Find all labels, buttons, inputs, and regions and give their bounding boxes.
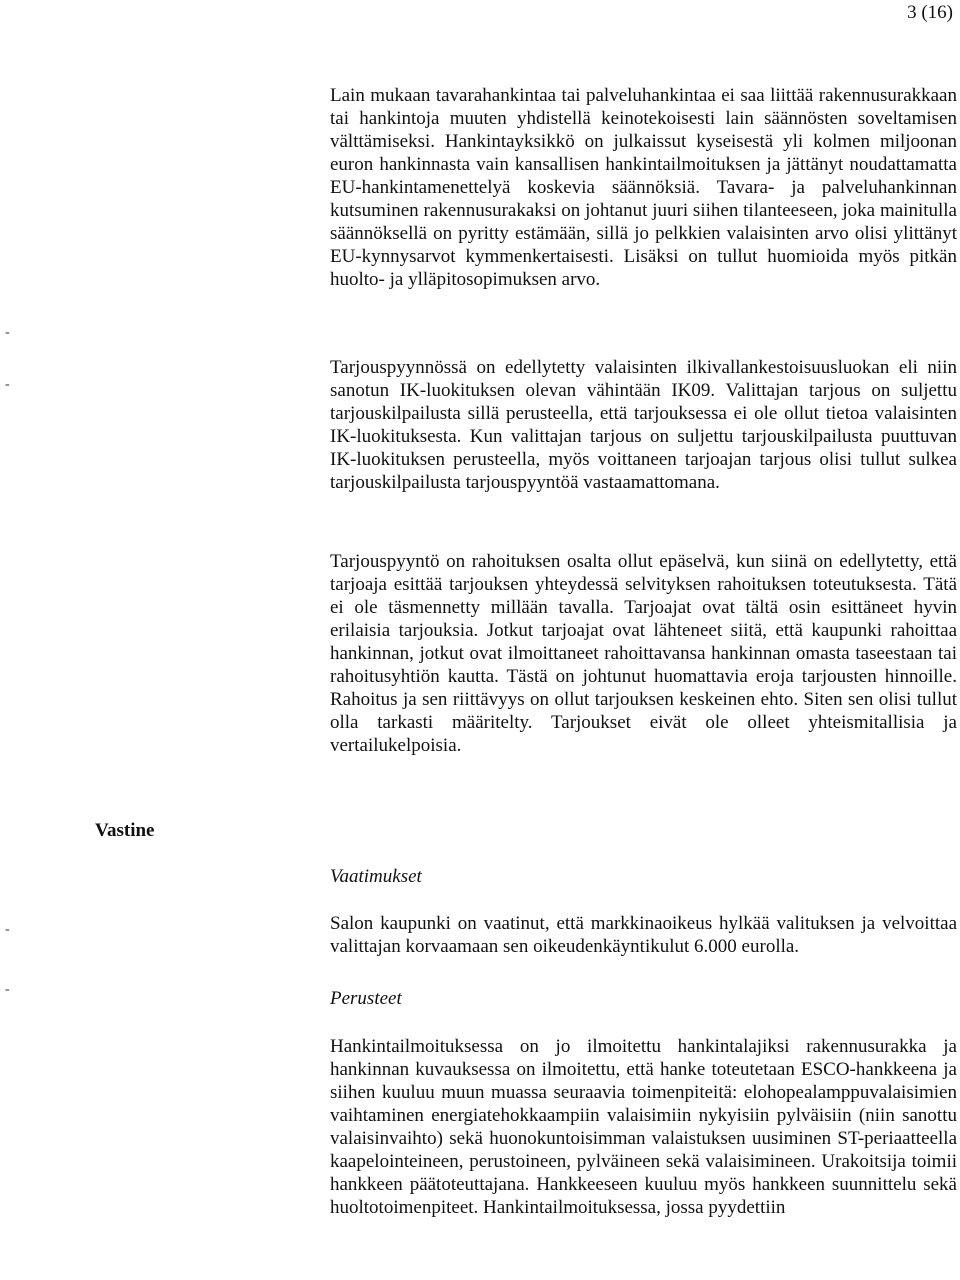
margin-mark: - xyxy=(5,325,10,340)
body-section-3 xyxy=(330,550,957,757)
vaatimukset-section xyxy=(330,912,957,958)
paragraph-procurement-rules: Lain mukaan tavarahankintaa tai palveluhankintaa ei saa liittää rakennusurakkaan tai hankintoja muuten yhdistellä keinotekoisesti lain säännösten soveltamisen välttämiseksi. Hankintayksikkö on julkaissut kyseisestä yli kolmen miljoonan euron hankinnasta vain kansallisen hankintailmoituksen ja jättänyt noudattamatta EU-hankintamenettelyä koskevia säännöksiä. Tavara- ja palveluhankinnan kutsuminen rakennusurakaksi on johtanut juuri siihen tilanteeseen, joka mainitulla säännöksellä on pyritty estämään, sillä jo pelkkien valaisinten arvo olisi ylittänyt EU-kynnysarvot kymmenkertaisesti. Lisäksi on tullut huomioida myös pitkän huolto- ja ylläpitosopimuksen arvo. xyxy=(330,85,957,290)
perusteet-heading: Perusteet xyxy=(330,988,402,1009)
vaatimukset-text: Salon kaupunki on vaatinut, että markkinaoikeus hylkää valituksen ja velvoittaa valittajan korvaamaan sen oikeudenkäyntikulut 6.000 eurolla. xyxy=(330,913,957,957)
body-section-1 xyxy=(330,84,957,291)
page-number: 3 (16) xyxy=(907,2,953,23)
perusteet-section xyxy=(330,1035,957,1219)
paragraph-ik-classification: Tarjouspyynnössä on edellytetty valaisinten ilkivallankestoisuusluokan eli niin sanotun IK-luokituksen olevan vähintään IK09. Valittajan tarjous on suljettu tarjouskilpailusta sillä perusteella, että tarjouksessa ei ole ollut tietoa valaisinten IK-luokituksesta. Kun valittajan tarjous on suljettu tarjouskilpailusta puuttuvan IK-luokituksen perusteella, myös voittaneen tarjoajan tarjous olisi tullut sulkea tarjouskilpailusta tarjouspyyntöä vastaamattomana. xyxy=(330,357,957,493)
vaatimukset-heading: Vaatimukset xyxy=(330,866,422,887)
vastine-heading: Vastine xyxy=(95,820,155,841)
paragraph-financing: Tarjouspyyntö on rahoituksen osalta ollut epäselvä, kun siinä on edellytetty, että tarjoaja esittää tarjouksen yhteydessä selvityksen rahoituksen toteutuksesta. Tätä ei ole täsmennetty millään tavalla. Tarjoajat ovat tältä osin esittäneet hyvin erilaisia tarjouksia. Jotkut tarjoajat ovat lähteneet siitä, että kaupunki rahoittaa hankinnan, jotkut ovat ilmoittaneet rahoittavansa hankinnan omasta taseestaan tai rahoitusyhtiön kautta. Tästä on johtunut huomattavia eroja tarjousten hinnoille. Rahoitus ja sen riittävyys on ollut tarjouksen keskeinen ehto. Siten sen olisi tullut olla tarkasti määritelty. Tarjoukset eivät ole olleet yhteismitallisia ja vertailukelpoisia. xyxy=(330,551,957,756)
body-section-2 xyxy=(330,356,957,494)
margin-mark: - xyxy=(5,982,10,997)
perusteet-text: Hankintailmoituksessa on jo ilmoitettu hankintalajiksi rakennusurakka ja hankinnan kuvauksessa on ilmoitettu, että hanke toteutetaan ESCO-hankkeena ja siihen kuuluu muun muassa seuraavia toimenpiteitä: elohopealamppuvalaisimien vaihtaminen energiatehokkaampiin valaisimiin nykyisiin pylväisiin (niin sanottu valaisinvaihto) sekä huonokuntoisimman valaistuksen uusiminen ST-periaatteella kaapelointeineen, perustoineen, pylväineen sekä valaisimineen. Urakoitsija toimii hankkeen päätoteuttajana. Hankkeeseen kuuluu myös hankkeen suunnittelu sekä huoltotoimenpiteet. Hankintailmoituksessa, jossa pyydettiin xyxy=(330,1036,957,1218)
margin-mark: - xyxy=(5,922,10,937)
margin-mark: - xyxy=(5,377,10,392)
